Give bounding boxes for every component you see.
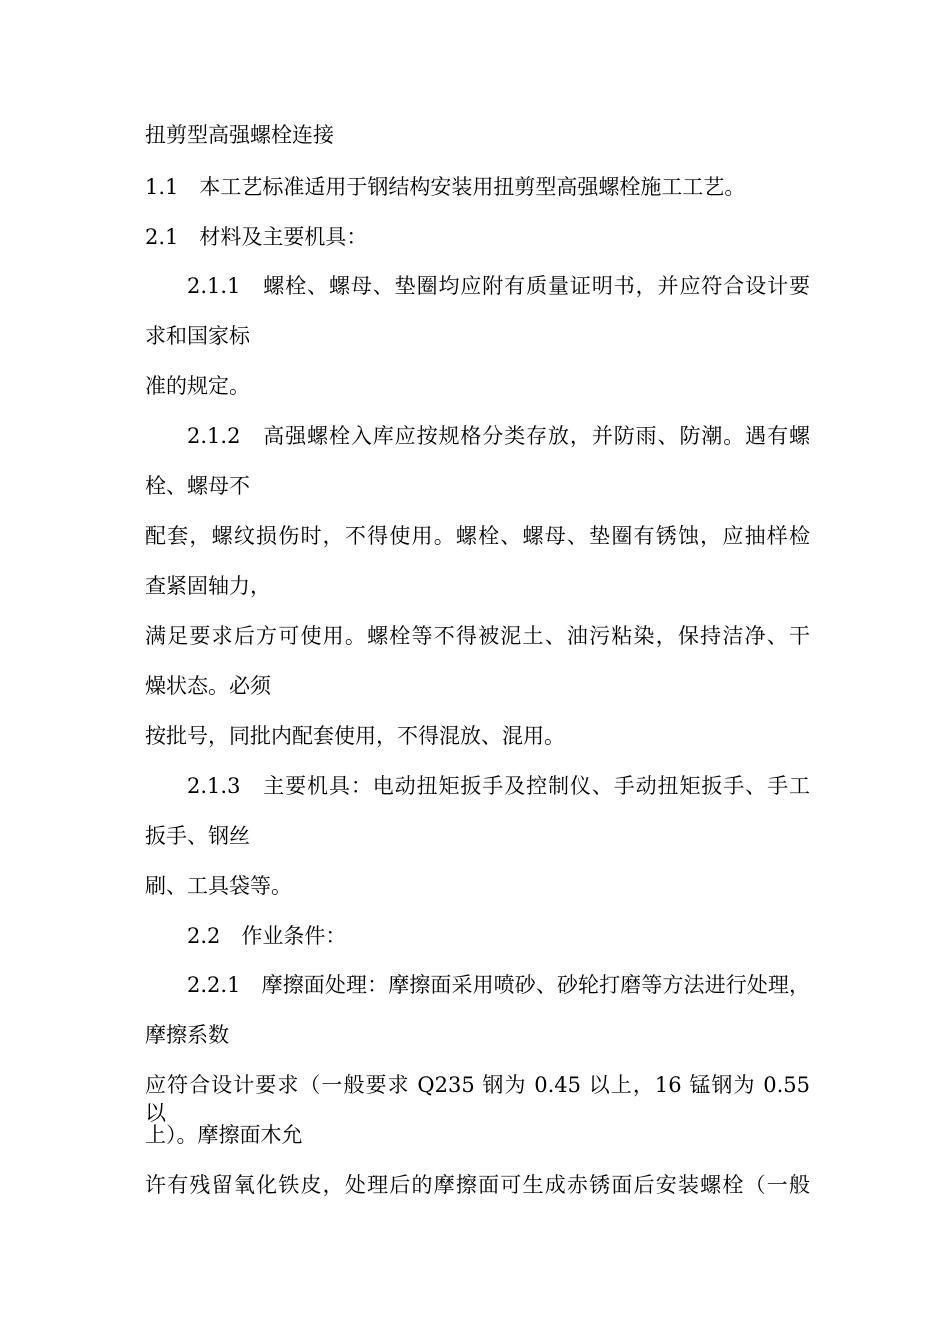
- paragraph-line: 应符合设计要求（一般要求 Q235 钢为 0.45 以上，16 锰钢为 0.55 以: [145, 1073, 810, 1125]
- paragraph-line: 扳手、钢丝: [145, 824, 250, 848]
- paragraph-line: 摩擦系数: [145, 1023, 229, 1047]
- paragraph-line: 许有残留氧化铁皮，处理后的摩擦面可生成赤锈面后安装螺栓（一般: [145, 1173, 810, 1197]
- paragraph-line: 准的规定。: [145, 374, 250, 398]
- paragraph-line: 满足要求后方可使用。螺栓等不得被泥土、油污粘染，保持洁净、干: [145, 624, 810, 648]
- paragraph-line: 2.1.1 螺栓、螺母、垫圈均应附有质量证明书，并应符合设计要: [187, 274, 810, 298]
- paragraph-line: 2.1 材料及主要机具：: [145, 225, 368, 249]
- paragraph-line: 配套，螺纹损伤时，不得使用。螺栓、螺母、垫圈有锈蚀，应抽样检: [145, 524, 810, 548]
- paragraph-line: 上）。摩擦面木允: [145, 1123, 303, 1147]
- paragraph-line: 查紧固轴力，: [145, 574, 271, 598]
- paragraph-line: 按批号，同批内配套使用，不得混放、混用。: [145, 724, 565, 748]
- paragraph-line: 求和国家标: [145, 324, 250, 348]
- paragraph-line: 栓、螺母不: [145, 474, 250, 498]
- section-heading: 2.2 作业条件：: [187, 924, 347, 948]
- paragraph-line: 2.2.1 摩擦面处理：摩擦面采用喷砂、砂轮打磨等方法进行处理，: [187, 973, 810, 997]
- paragraph-line: 2.1.2 高强螺栓入库应按规格分类存放，并防雨、防潮。遇有螺: [187, 424, 810, 448]
- paragraph-line: 2.1.3 主要机具：电动扭矩扳手及控制仪、手动扭矩扳手、手工: [187, 774, 810, 798]
- paragraph-line: 燥状态。必须: [145, 674, 271, 698]
- paragraph-line: 刷、工具袋等。: [145, 874, 292, 898]
- document-title: 扭剪型高强螺栓连接: [145, 123, 334, 147]
- paragraph-line: 1.1 本工艺标准适用于钢结构安装用扭剪型高强螺栓施工工艺。: [145, 175, 746, 199]
